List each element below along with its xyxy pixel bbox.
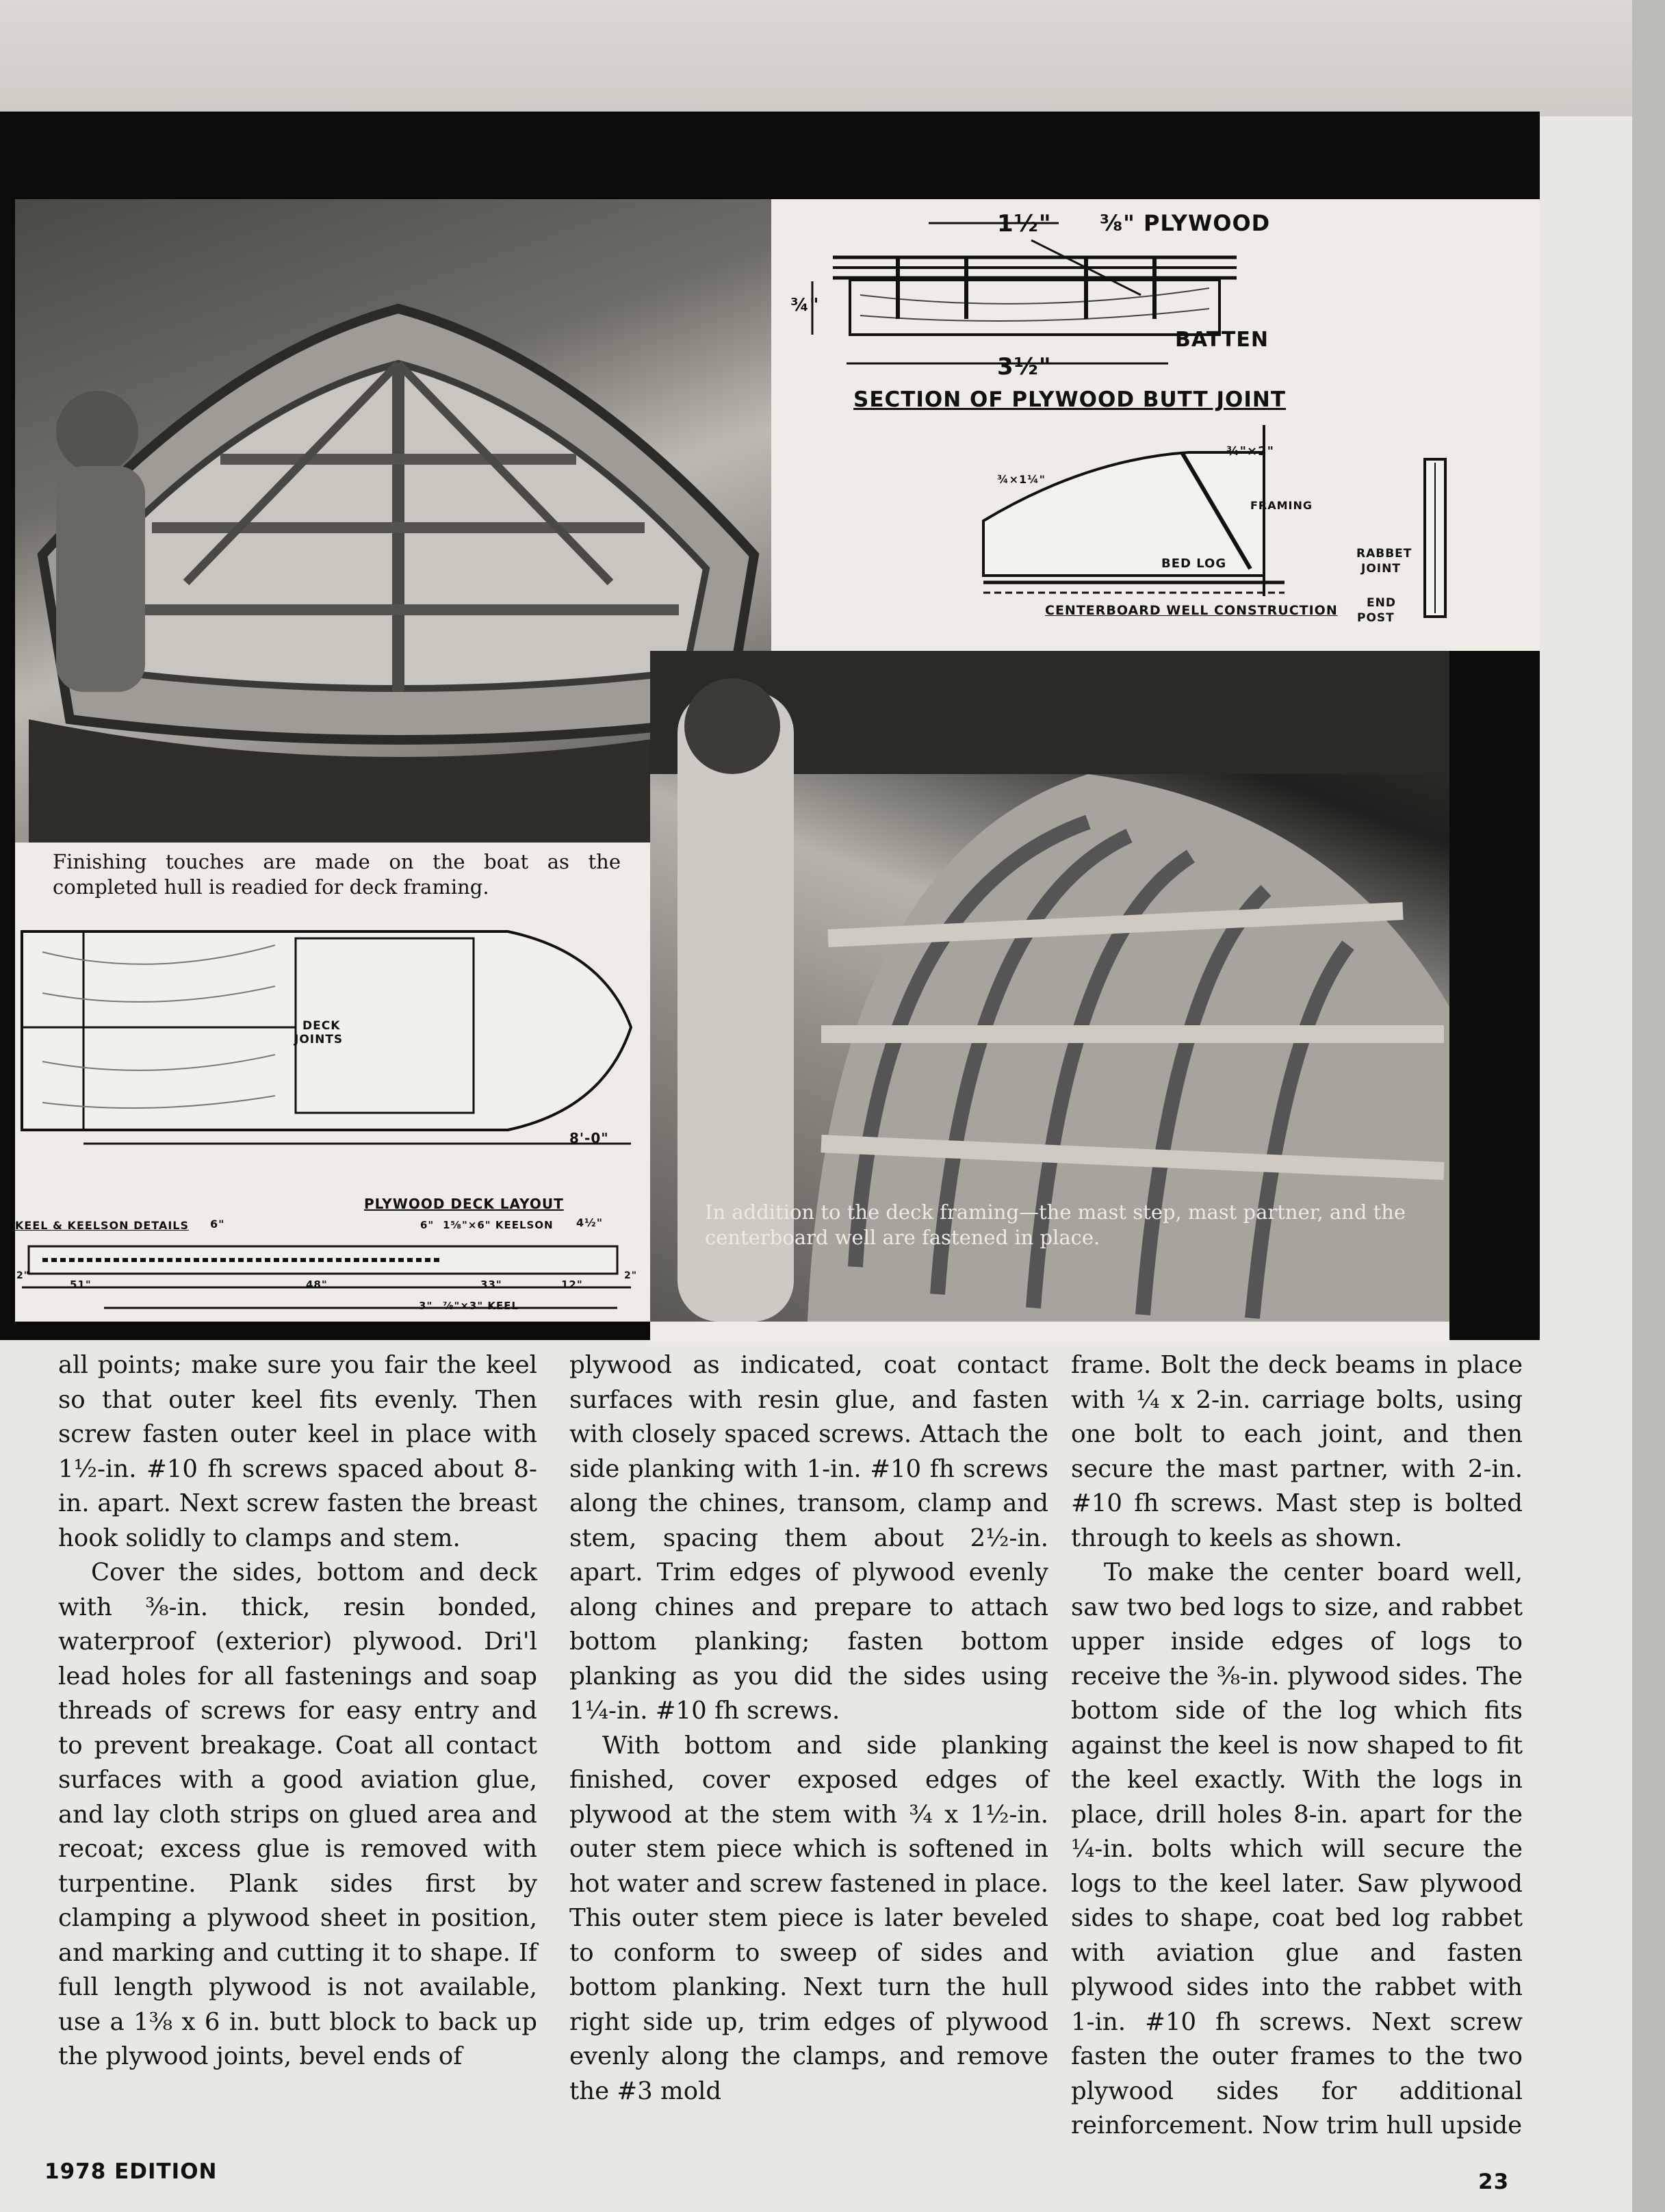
- deck-joints-label-2: JOINTS: [294, 1033, 344, 1046]
- butt-joint-title: SECTION OF PLYWOOD BUTT JOINT: [853, 387, 1286, 412]
- caption-and-layout-panel: [15, 843, 650, 1322]
- boat-photo-caption: Finishing touches are made on the boat as the completed hull is readied for deck framing.: [53, 850, 621, 899]
- butt-joint-dim-top: 1½": [997, 210, 1052, 237]
- text-column-1: [58, 1348, 537, 2074]
- figure-frame: [0, 112, 1540, 1340]
- centerboard-rabbet-label-2: JOINT: [1361, 562, 1401, 576]
- butt-joint-dim-bottom: 3½": [997, 353, 1052, 381]
- col1-paragraph-2: Cover the sides, bottom and deck with ⅜-in. thick, resin bonded, waterproof (exterior) plywood. Dri'l lead holes for all fastenings and soap threads of screws for easy entry and to prevent breakage. Coat all contact surfaces with a good aviation glue, and lay cloth strips on glued area and recoat; excess glue is removed with turpentine. Plank sides first by clamping a plywood sheet in position, and marking and cutting it to shape. If full length plywood is not available, use a 1⅜ x 6 in. butt block to back up the plywood joints, bevel ends of: [58, 1558, 537, 2070]
- col2-paragraph-2: With bottom and side planking finished, cover exposed edges of plywood at the stem with ¾ x 1½-in. outer stem piece which is softened in hot water and screw fastened in place. This outer stem piece is later beveled to conform to sweep of sides and bottom planking. Next turn the hull right side up, trim edges of plywood evenly along the clamps, and remove the #3 mold: [569, 1731, 1048, 2105]
- deck-layout-title: PLYWOOD DECK LAYOUT: [364, 1196, 564, 1212]
- centerboard-bed-log-label: BED LOG: [1161, 556, 1227, 571]
- col2-paragraph-1: plywood as indicated, coat contact surfaces with resin glue, and fasten with closely spaced screws. Attach the side planking with 1-in. #10 fh screws along the chines, transom, clamp and stem, spacing them about 2½-in. apart. Trim edges of plywood evenly along chines and prepare to attach bottom planking; fasten bottom planking as you did the sides using 1¼-in. #10 fh screws.: [569, 1351, 1048, 1725]
- keel-dim-12: 12": [561, 1278, 583, 1291]
- keelson-label: 1⅝"×6" KEELSON: [443, 1219, 554, 1231]
- centerboard-dim-left: ¾×1¼": [997, 473, 1046, 486]
- framing-caption-band: [650, 1322, 1449, 1342]
- keel-left-dim: 2": [16, 1270, 30, 1281]
- keel-top-mid-dim: 6": [420, 1219, 435, 1231]
- col3-paragraph-1: frame. Bolt the deck beams in place with ¼ x 2-in. carriage bolts, using one bolt to each joint, and then secure the mast partner, with 2-in. #10 fh screws. Mast step is bolted through to keels as shown.: [1071, 1351, 1523, 1552]
- keel-dim-48: 48": [306, 1278, 328, 1291]
- page-number: 23: [1478, 2170, 1510, 2194]
- centerboard-diagram: [771, 199, 1540, 651]
- text-column-2: [569, 1348, 1048, 2109]
- centerboard-title: CENTERBOARD WELL CONSTRUCTION: [1045, 603, 1338, 618]
- deck-length-label: 8'-0": [569, 1130, 609, 1146]
- centerboard-end-label-1: END: [1367, 596, 1396, 610]
- keel-dim-33: 33": [480, 1278, 502, 1291]
- deck-layout-diagram: [15, 843, 650, 1322]
- centerboard-end-label-2: POST: [1357, 611, 1395, 625]
- deck-joints-label-1: DECK: [302, 1019, 341, 1033]
- keel-dim-51: 51": [70, 1278, 92, 1291]
- edition-footer: 1978 EDITION: [44, 2159, 218, 2184]
- keel-details-title: KEEL & KEELSON DETAILS: [15, 1219, 190, 1232]
- keel-bottom-num: 3": [419, 1300, 433, 1312]
- centerboard-rabbet-label-1: RABBET: [1356, 547, 1412, 561]
- construction-diagrams: [771, 199, 1540, 651]
- col1-paragraph-1: all points; make sure you fair the keel so that outer keel fits evenly. Then screw fasten outer keel in place with 1½-in. #10 fh screws spaced about 8-in. apart. Next screw fasten the breast hook solidly to clamps and stem.: [58, 1351, 537, 1552]
- top-margin-shadow: [0, 0, 1642, 116]
- keel-label: ⅞"×3" KEEL: [443, 1300, 519, 1312]
- keel-top-left-dim: 6": [210, 1218, 225, 1231]
- keel-right-dim: 2": [624, 1270, 638, 1281]
- text-column-3: [1071, 1348, 1523, 2144]
- keel-top-right-dim: 4½": [576, 1216, 604, 1229]
- centerboard-dim-right: ¾"×2": [1226, 444, 1274, 459]
- page-edge-shadow: [1632, 0, 1665, 2212]
- centerboard-framing-label: FRAMING: [1250, 499, 1313, 512]
- framing-photo-caption: In addition to the deck framing—the mast step, mast partner, and the centerboard well are fastened in place.: [705, 1200, 1406, 1249]
- col3-paragraph-2: To make the center board well, saw two bed logs to size, and rabbet upper inside edges of logs to receive the ⅜-in. plywood sides. The bottom side of the log which fits against the keel is now shaped to fit the keel exactly. With the logs in place, drill holes 8-in. apart for the ¼-in. bolts which will secure the logs to the keel later. Saw plywood sides to shape, coat bed log rabbet with aviation glue and fasten plywood sides into the rabbet with 1-in. #10 fh screws. Next screw fasten the outer frames to the two plywood sides for additional reinforcement. Now trim hull upside: [1071, 1558, 1523, 2139]
- butt-joint-dim-side: ¾": [790, 295, 820, 316]
- butt-joint-batten-label: BATTEN: [1175, 328, 1269, 352]
- butt-joint-plywood-label: ⅜" PLYWOOD: [1100, 210, 1271, 236]
